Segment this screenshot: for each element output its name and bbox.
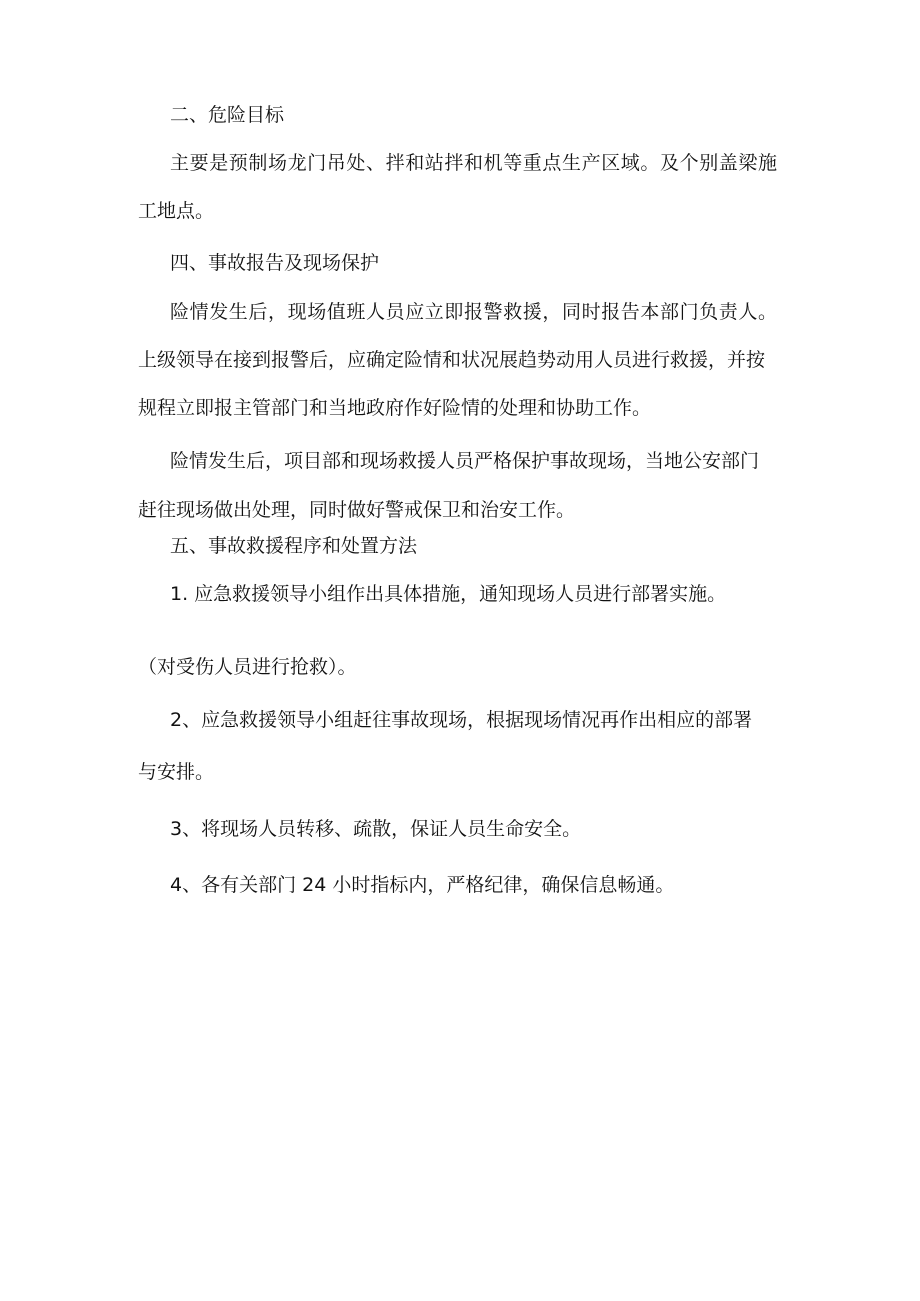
list-item: 2、应急救援领导小组赶往事故现场，根据现场情况再作出相应的部署 <box>170 709 753 731</box>
paragraph-line: 上级领导在接到报警后，应确定险情和状况展趋势动用人员进行救援，并按 <box>138 349 766 371</box>
section-heading-rescue-procedure: 五、事故救援程序和处置方法 <box>170 535 418 557</box>
paragraph-line: 与安排。 <box>138 761 215 783</box>
section-heading-hazard-targets: 二、危险目标 <box>170 104 285 126</box>
paragraph-line: 险情发生后，现场值班人员应立即报警救援，同时报告本部门负责人。 <box>170 301 778 323</box>
paragraph-line: 规程立即报主管部门和当地政府作好险情的处理和协助工作。 <box>138 397 652 419</box>
list-item: 3、将现场人员转移、疏散，保证人员生命安全。 <box>170 818 582 840</box>
section-heading-accident-report: 四、事故报告及现场保护 <box>170 252 380 274</box>
paragraph-line: 赶往现场做出处理，同时做好警戒保卫和治安工作。 <box>138 499 576 521</box>
list-item: 4、各有关部门 24 小时指标内，严格纪律，确保信息畅通。 <box>170 874 675 896</box>
paragraph-line: 主要是预制场龙门吊处、拌和站拌和机等重点生产区域。及个别盖梁施 <box>170 152 778 174</box>
list-item: 1. 应急救援领导小组作出具体措施，通知现场人员进行部署实施。 <box>170 583 727 605</box>
paragraph-line: 工地点。 <box>138 200 215 222</box>
paragraph-line: 险情发生后，项目部和现场救援人员严格保护事故现场，当地公安部门 <box>170 450 760 472</box>
paragraph-line: （对受伤人员进行抢救）。 <box>138 656 357 678</box>
